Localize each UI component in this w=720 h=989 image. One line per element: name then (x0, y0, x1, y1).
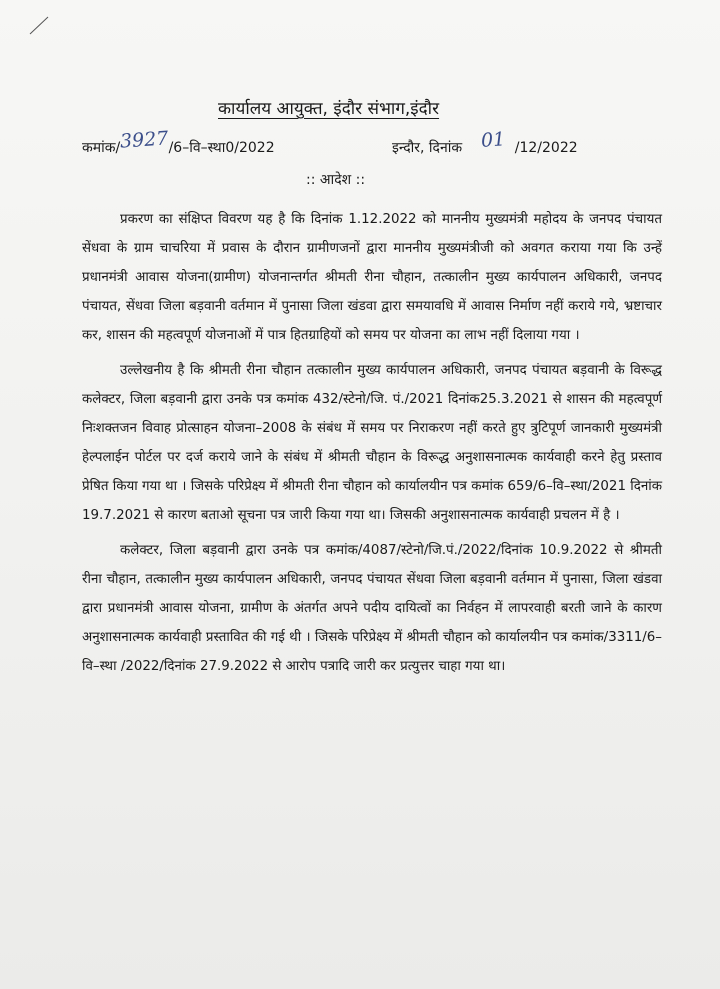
reference-number-line (82, 127, 275, 157)
reference-prefix: कमांक/ (82, 140, 121, 156)
paragraph-summary: प्रकरण का संक्षिप्त विवरण यह है कि दिनांक 1.12.2022 को माननीय मुख्यमंत्री महोदय के जनपद पंचायत सेंधवा के ग्राम चाचरिया में प्रवास के दौरान ग्रामीणजनों द्वारा माननीय मुख्यमंत्रीजी को अवगत कराया गया कि उन्हें प्रधानमंत्री आवास योजना(ग्रामीण) योजनान्तर्गत श्रीमती रीना चौहान, तत्कालीन मुख्य कार्यपालन अधिकारी, जनपद पंचायत, सेंधवा जिला बड़वानी वर्तमान में पुनासा जिला खंडवा द्वारा समयावधि में आवास निर्माण नहीं कराये गये, भ्रष्टाचार कर, शासन की महत्वपूर्ण योजनाओं में पात्र हितग्राहियों को समय पर योजना का लाभ नहीं दिलाया गया । (82, 212, 662, 343)
paragraph-noteworthy: उल्लेखनीय है कि श्रीमती रीना चौहान तत्कालीन मुख्य कार्यपालन अधिकारी, जनपद पंचायत बड़वानी के विरूद्ध कलेक्टर, जिला बड़वानी द्वारा उनके पत्र कमांक 432/स्टेनो/जि. पं./2021 दिनांक25.3.2021 से शासन की महत्वपूर्ण निःशक्तजन विवाह प्रोत्साहन योजना–2008 के संबंध में समय पर निराकरण नहीं करते हुए त्रुटिपूर्ण जानकारी मुख्यमंत्री हेल्पलाईन पोर्टल पर दर्ज कराये जाने के संबंध में श्रीमती चौहान के विरूद्ध अनुशासनात्मक कार्यवाही करने हेतु प्रस्ताव प्रेषित किया गया था । जिसके परिप्रेक्ष्य में श्रीमती रीना चौहान को कार्यालयीन पत्र कमांक 659/6–वि–स्था/2021 दिनांक 19.7.2021 से कारण बताओ सूचना पत्र जारी किया गया था। जिसकी अनुशासनात्मक कार्यवाही प्रचलन में है । (82, 363, 662, 523)
place-date-line (392, 128, 578, 157)
order-body (82, 205, 662, 687)
reference-suffix: /6–वि–स्था0/2022 (168, 140, 275, 156)
handwritten-reference-number: 3927 (119, 127, 170, 153)
order-heading: :: आदेश :: (306, 172, 366, 188)
place-date-prefix: इन्दौर, दिनांक (392, 140, 463, 156)
date-suffix: /12/2022 (514, 140, 578, 156)
paragraph-collector-letter: कलेक्टर, जिला बड़वानी द्वारा उनके पत्र कमांक/4087/स्टेनो/जि.पं./2022/दिनांक 10.9.2022 से श्रीमती रीना चौहान, तत्कालीन मुख्य कार्यपालन अधिकारी, जनपद पंचायत सेंधवा जिला बड़वानी वर्तमान में पुनासा, जिला खंडवा द्वारा प्रधानमंत्री आवास योजना, ग्रामीण के अंतर्गत अपने पदीय दायित्वों का निर्वहन में लापरवाही बरती जाने के कारण अनुशासनात्मक कार्यवाही प्रस्तावित की गई थी । जिसके परिप्रेक्ष्य में श्रीमती चौहान को कार्यालयीन पत्र कमांक/3311/6–वि–स्था /2022/दिनांक 27.9.2022 से आरोप पत्रादि जारी कर प्रत्युत्तर चाहा गया था। (82, 543, 662, 674)
pen-stroke-mark (28, 14, 50, 36)
office-title: कार्यालय आयुक्त, इंदौर संभाग,इंदौर (218, 99, 440, 119)
handwritten-date-day: 01 (479, 128, 506, 152)
